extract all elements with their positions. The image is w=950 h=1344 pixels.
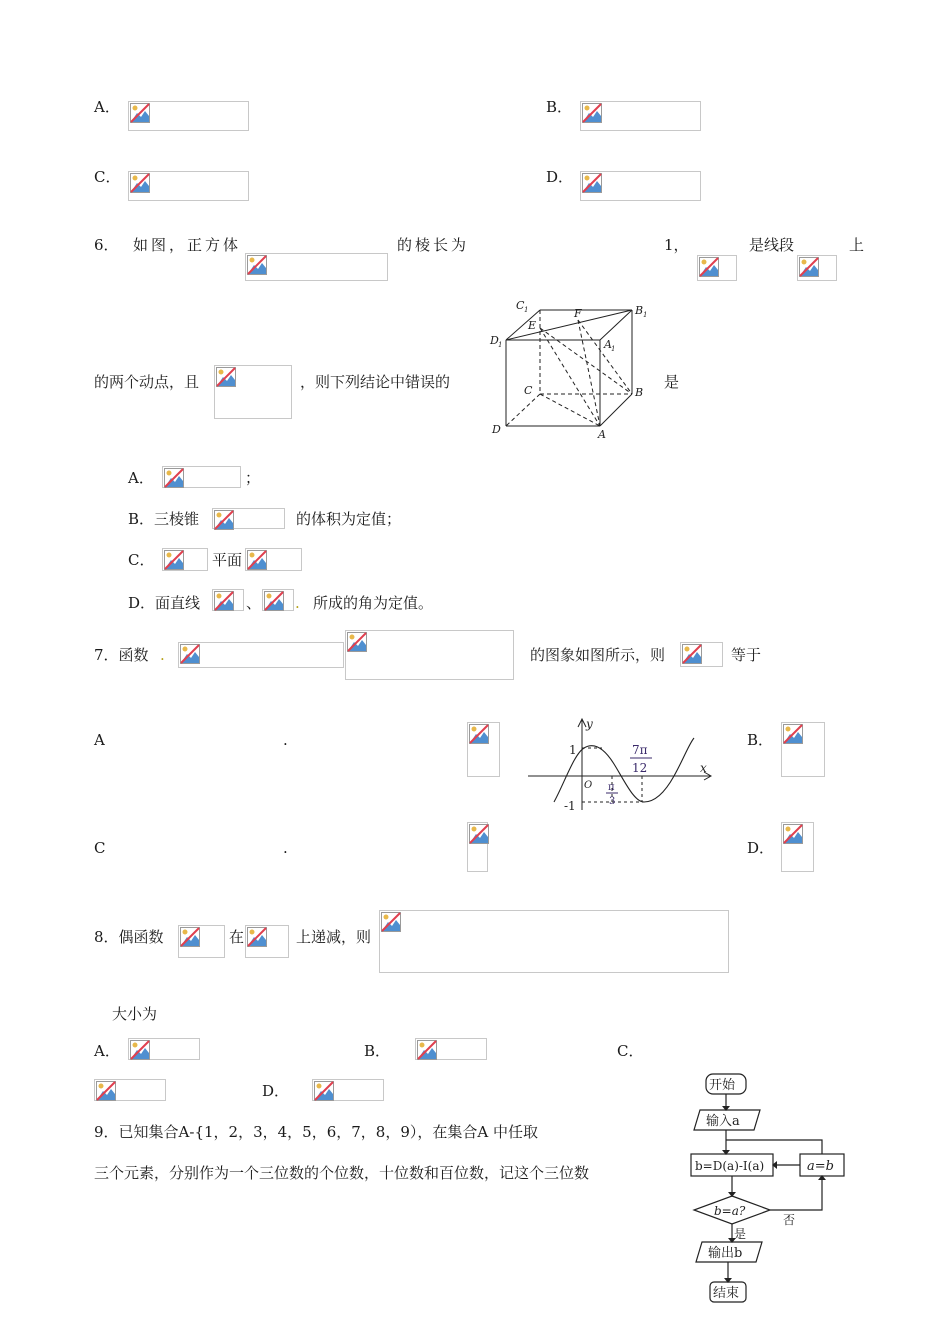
q6-number: 6． [94,236,119,254]
q6-option-b-label: B．三棱锥 [128,510,200,528]
broken-image-icon [247,255,267,275]
flow-input-label: 输入a [706,1114,740,1129]
q6-text: 、 [246,594,262,612]
broken-image-icon [264,591,284,611]
formula-image [178,642,344,668]
q6-text: 是线段 [749,236,795,254]
formula-image [345,630,514,680]
formula-image [415,1038,487,1060]
broken-image-icon [130,1040,150,1060]
flow-output-label: 输出b [708,1246,743,1261]
svg-text:1: 1 [524,306,529,314]
q6-text: 的体积为定值； [296,510,402,528]
broken-image-icon [130,173,150,193]
broken-image-icon [214,591,234,611]
graph-tick: 12 [632,761,648,775]
broken-image-icon [582,173,602,193]
broken-image-icon [699,257,719,277]
formula-image [245,253,388,281]
formula-image [781,722,825,777]
broken-image-icon [314,1081,334,1101]
formula-image [580,171,701,201]
flow-decision-label: b=a? [714,1204,746,1218]
broken-image-icon [783,824,803,844]
formula-image [94,1079,166,1101]
cube-label: F [574,307,582,320]
q5-option-b-label: B． [546,98,573,116]
q6-text: 平面 [212,551,243,569]
broken-image-icon [247,927,267,947]
q8-text: 大小为 [112,1005,158,1023]
formula-image [262,589,294,611]
broken-image-icon [347,632,367,652]
cube-label: A [604,338,612,351]
formula-image [680,642,723,667]
q6-option-c-label: C． [128,551,155,569]
graph-x-label: x [700,761,707,775]
q8-option-c-label: C． [617,1042,644,1060]
q6-text: 如图，正方体 [133,236,242,254]
q8-number: 8．偶函数 [94,928,164,946]
q6-text: 所成的角为定值。 [313,594,434,612]
graph-tick: 3 [609,796,616,807]
graph-y-label: y [586,717,593,731]
broken-image-icon [582,103,602,123]
q7-option-b-label: B． [747,731,774,749]
broken-image-icon [130,103,150,123]
cube-label: E [528,319,537,332]
cube-label: C [516,299,525,312]
q8-text: 在 [229,928,245,946]
cube-label: B [635,386,644,399]
q6-text: ，则下列结论中错误的 [300,373,451,391]
flow-start-label: 开始 [709,1078,736,1093]
broken-image-icon [417,1040,437,1060]
svg-text:1: 1 [643,311,648,319]
q7-text: 等于 [731,646,762,664]
flow-no-label: 否 [783,1213,796,1227]
q7-text: . [283,731,288,749]
formula-image [697,255,737,281]
graph-tick: -1 [564,799,576,813]
formula-image [467,722,500,777]
q7-text: . [283,839,288,857]
q6-option-a-label: A． [128,469,154,487]
formula-image [128,1038,200,1060]
q8-option-d-label: D． [262,1082,290,1100]
graph-origin: O [584,780,593,791]
q5-option-c-label: C． [94,168,121,186]
formula-image [467,822,488,872]
svg-text:1: 1 [498,341,503,349]
formula-image [214,365,292,419]
q7-number: 7．函数 [94,646,149,664]
graph-tick: π [608,782,615,793]
q7-option-c-label: C [94,839,106,857]
q7-text: 的图象如图所示，则 [530,646,666,664]
flowchart [680,1068,880,1308]
broken-image-icon [164,468,184,488]
broken-image-icon [799,257,819,277]
flow-yes-label: 是 [734,1227,747,1241]
svg-text:1: 1 [611,345,616,353]
formula-image [128,101,249,131]
flow-end-label: 结束 [713,1286,740,1301]
flow-process-label: b=D(a)-I(a) [695,1159,765,1173]
q6-text: 的棱长为 [397,236,470,254]
formula-image [781,822,814,872]
cube-label: D [492,423,501,436]
formula-image [312,1079,384,1101]
formula-image [162,548,208,571]
broken-image-icon [96,1081,116,1101]
sine-graph [524,714,720,814]
cube-label: B [635,304,644,317]
cube-figure [486,296,656,446]
q7-option-d-label: D． [747,839,775,857]
broken-image-icon [469,824,489,844]
q6-text: ； [245,469,261,487]
formula-image [379,910,729,973]
q6-text: 上 [849,236,865,254]
q8-option-a-label: A． [94,1042,120,1060]
broken-image-icon [164,550,184,570]
q7-text: . [160,646,165,664]
q6-text: 的两个动点，且 [94,373,200,391]
formula-image [580,101,701,131]
q6-option-d-label: D．面直线 [128,594,201,612]
q8-text: 上递减，则 [296,928,372,946]
broken-image-icon [381,912,401,932]
formula-image [245,925,289,958]
q8-option-b-label: B． [364,1042,391,1060]
broken-image-icon [783,724,803,744]
q6-text: . [295,594,300,612]
broken-image-icon [469,724,489,744]
graph-tick: 1 [569,743,577,757]
formula-image [797,255,837,281]
q9-text-line: 9．已知集合A-{1，2，3，4，5，6，7，8，9），在集合A 中任取 [94,1123,538,1141]
formula-image [178,925,225,958]
q6-text: 是 [664,373,680,391]
flow-assign-label: a=b [807,1159,834,1174]
formula-image [212,508,285,529]
q6-text: 1， [664,236,689,254]
q5-option-d-label: D． [546,168,574,186]
broken-image-icon [180,644,200,664]
formula-image [212,589,244,611]
graph-tick: 7π [632,743,648,757]
broken-image-icon [682,644,702,664]
q9-text-line: 三个元素，分别作为一个三位数的个位数，十位数和百位数，记这个三位数 [94,1164,590,1182]
broken-image-icon [216,367,236,387]
broken-image-icon [247,550,267,570]
cube-label: C [524,384,533,397]
formula-image [162,466,241,488]
broken-image-icon [180,927,200,947]
cube-label: A [598,428,606,441]
cube-label: D [490,334,499,347]
q7-option-a-label: A [94,731,105,749]
formula-image [245,548,302,571]
formula-image [128,171,249,201]
broken-image-icon [214,510,234,530]
q5-option-a-label: A． [94,98,120,116]
